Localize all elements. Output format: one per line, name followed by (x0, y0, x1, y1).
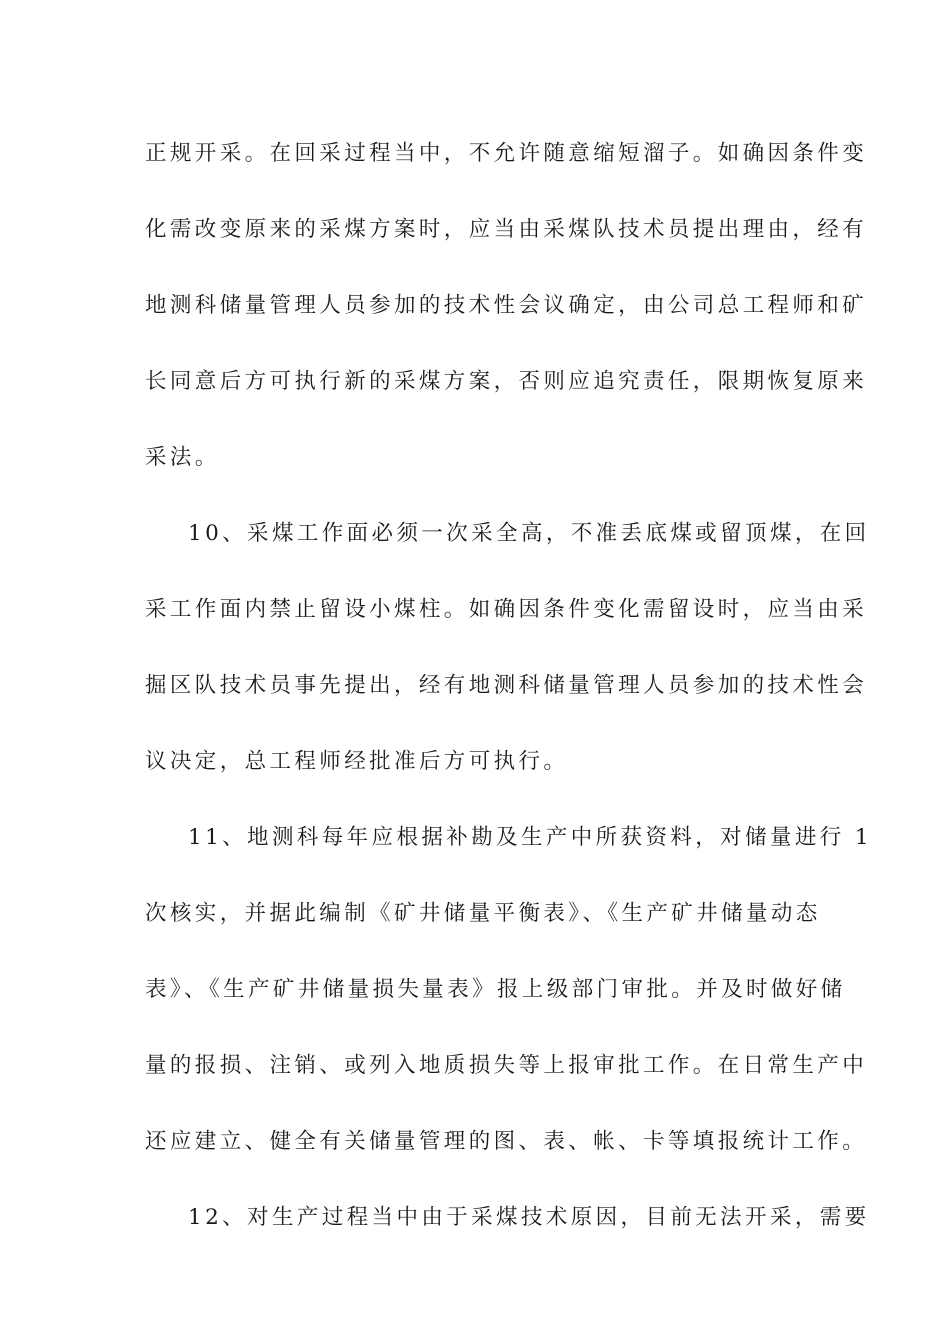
text-line: 采工作面内禁止留设小煤柱。如确因条件变化需留设时，应当由采 (145, 597, 868, 622)
paragraph-11 (145, 814, 872, 1194)
text-line: 12、对生产过程当中由于采煤技术原因，目前无法开采，需要 (188, 1205, 870, 1230)
paragraph-12 (145, 1194, 870, 1270)
text-line: 11、地测科每年应根据补勘及生产中所获资料，对储量进行 1 (188, 825, 872, 850)
text-line: 量的报损、注销、或列入地质损失等上报审批工作。在日常生产中 (145, 1053, 868, 1078)
text-line: 议决定，总工程师经批准后方可执行。 (145, 749, 569, 774)
text-line: 采法。 (145, 445, 220, 470)
document-body (145, 130, 872, 1270)
text-line: 正规开采。在回采过程当中，不允许随意缩短溜子。如确因条件变 (145, 141, 868, 166)
text-line: 掘区队技术员事先提出，经有地测科储量管理人员参加的技术性会 (145, 673, 868, 698)
paragraph-continued (145, 130, 868, 510)
text-line: 化需改变原来的采煤方案时，应当由采煤队技术员提出理由，经有 (145, 217, 868, 242)
paragraph-10 (145, 510, 870, 814)
text-line: 10、采煤工作面必须一次采全高，不准丢底煤或留顶煤，在回 (188, 521, 870, 546)
text-line: 表》、《生产矿井储量损失量表》报上级部门审批。并及时做好储 (145, 977, 846, 1002)
text-line: 长同意后方可执行新的采煤方案，否则应追究责任，限期恢复原来 (145, 369, 868, 394)
text-line: 次核实，并据此编制《矿井储量平衡表》、《生产矿井储量动态 (145, 901, 821, 926)
text-line: 还应建立、健全有关储量管理的图、表、帐、卡等填报统计工作。 (145, 1129, 868, 1154)
text-line: 地测科储量管理人员参加的技术性会议确定，由公司总工程师和矿 (145, 293, 868, 318)
